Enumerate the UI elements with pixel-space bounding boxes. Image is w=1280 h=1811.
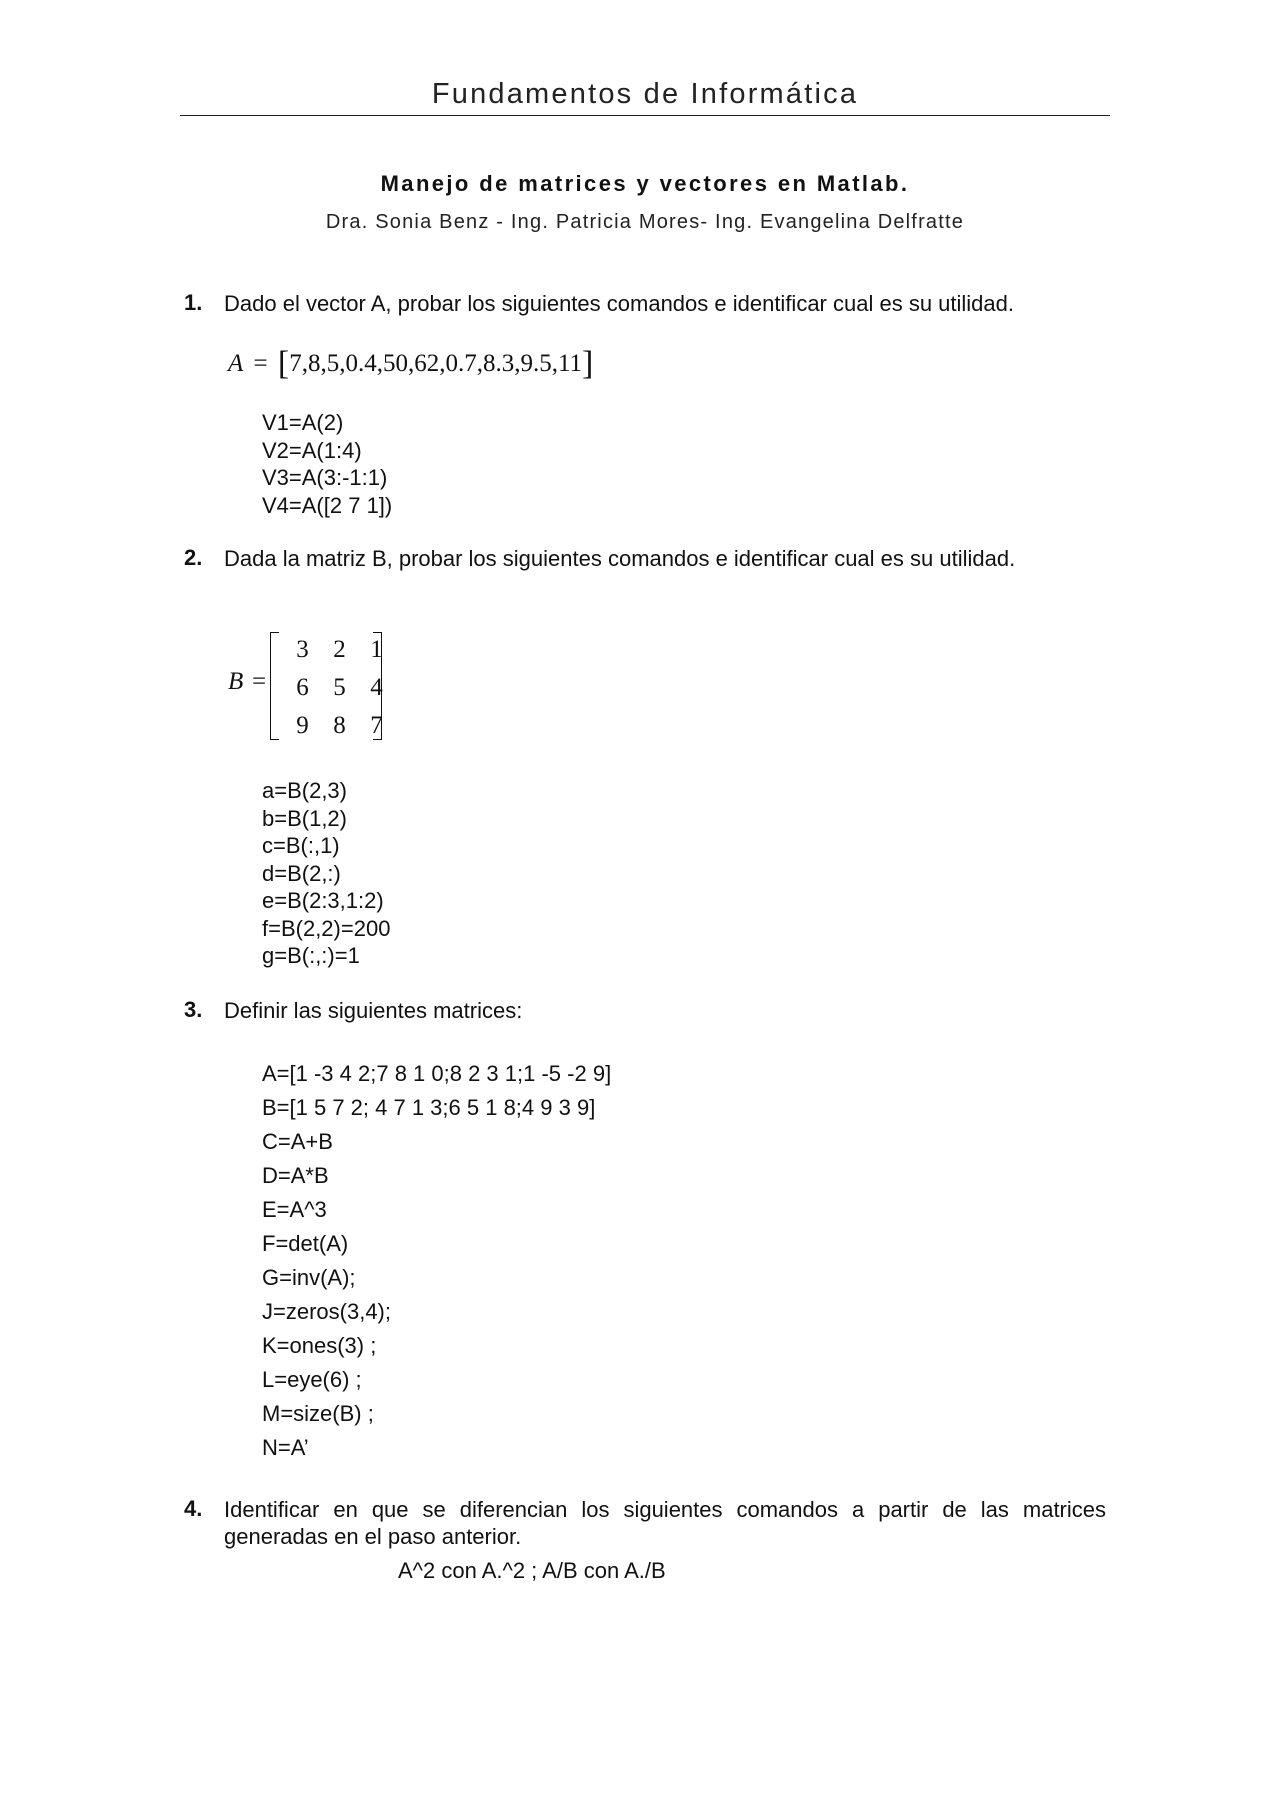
command-line: c=B(:,1) <box>262 833 340 858</box>
item-4-commands: A^2 con A.^2 ; A/B con A./B <box>398 1558 666 1583</box>
command-line: B=[1 5 7 2; 4 7 1 3;6 5 1 8;4 9 3 9] <box>262 1095 596 1120</box>
matrix-cell: 6 <box>296 674 309 701</box>
command-line: N=A’ <box>262 1435 309 1460</box>
item-3-commands <box>262 1057 611 1465</box>
item-3-text: Definir las siguientes matrices: <box>224 998 523 1023</box>
command-line: a=B(2,3) <box>262 778 347 803</box>
command-line: C=A+B <box>262 1129 333 1154</box>
item-2-commands <box>262 777 390 970</box>
command-line: L=eye(6) ; <box>262 1367 362 1392</box>
matrix-cell: 1 <box>370 636 383 663</box>
command-line: b=B(1,2) <box>262 805 347 831</box>
command-line: f=B(2,2)=200 <box>262 915 391 941</box>
command-line: g=B(:,:)=1 <box>262 943 360 968</box>
command-line: K=ones(3) ; <box>262 1333 377 1358</box>
matrix-cell: 3 <box>296 636 309 663</box>
matrix-cell: 5 <box>333 674 346 701</box>
matrix-cell: 8 <box>333 712 346 739</box>
item-2-text: Dada la matriz B, probar los siguientes comandos e identificar cual es su utilidad. <box>224 546 1016 571</box>
matrix-cell: 4 <box>370 674 383 701</box>
course-header: Fundamentos de Informática <box>431 78 859 110</box>
vector-open-bracket: [ <box>277 345 290 382</box>
matrix-cell: 2 <box>333 636 346 663</box>
matrix-cells <box>270 632 382 740</box>
item-1-number: 1. <box>184 290 203 315</box>
vector-eq: = <box>253 350 268 377</box>
matrix-b <box>270 632 382 740</box>
command-line: A=[1 -3 4 2;7 8 1 0;8 2 3 1;1 -5 -2 9] <box>262 1061 612 1086</box>
item-1-text: Dado el vector A, probar los siguientes comandos e identificar cual es su utilidad. <box>224 291 1014 316</box>
command-line: G=inv(A); <box>262 1265 356 1290</box>
matrix-cell: 9 <box>296 712 309 739</box>
matrix-b-lhs: B <box>228 668 244 695</box>
vector-a-equation <box>228 345 593 383</box>
command-line: e=B(2:3,1:2) <box>262 888 384 913</box>
vector-values: 7,8,5,0.4,50,62,0.7,8.3,9.5,11 <box>289 350 583 377</box>
document-title: Manejo de matrices y vectores en Matlab. <box>380 171 910 196</box>
command-line: V1=A(2) <box>262 410 344 435</box>
item-3-number: 3. <box>184 997 203 1022</box>
command-line: V3=A(3:-1:1) <box>262 465 388 490</box>
vector-close-bracket: ] <box>582 345 594 382</box>
item-4-number: 4. <box>184 1496 203 1521</box>
command-line: E=A^3 <box>262 1197 327 1222</box>
item-1-commands <box>262 409 392 519</box>
command-line: M=size(B) ; <box>262 1401 374 1426</box>
command-line: D=A*B <box>262 1163 329 1188</box>
vector-lhs: A <box>228 350 244 377</box>
matrix-cell: 7 <box>370 712 383 739</box>
header-rule <box>180 115 1110 116</box>
command-line: F=det(A) <box>262 1231 349 1256</box>
command-line: V4=A([2 7 1]) <box>262 492 393 518</box>
item-4-text-line2: generadas en el paso anterior. <box>224 1524 522 1549</box>
matrix-b-eq: = <box>252 668 267 695</box>
command-line: V2=A(1:4) <box>262 437 362 463</box>
command-line: d=B(2,:) <box>262 860 341 886</box>
item-2-number: 2. <box>184 545 203 570</box>
command-line: J=zeros(3,4); <box>262 1299 391 1324</box>
authors-line: Dra. Sonia Benz - Ing. Patricia Mores- Ing. Evangelina Delfratte <box>325 211 965 233</box>
item-4-text-line1: Identificar en que se diferencian los siguientes comandos a partir de las matrices <box>224 1497 1106 1522</box>
